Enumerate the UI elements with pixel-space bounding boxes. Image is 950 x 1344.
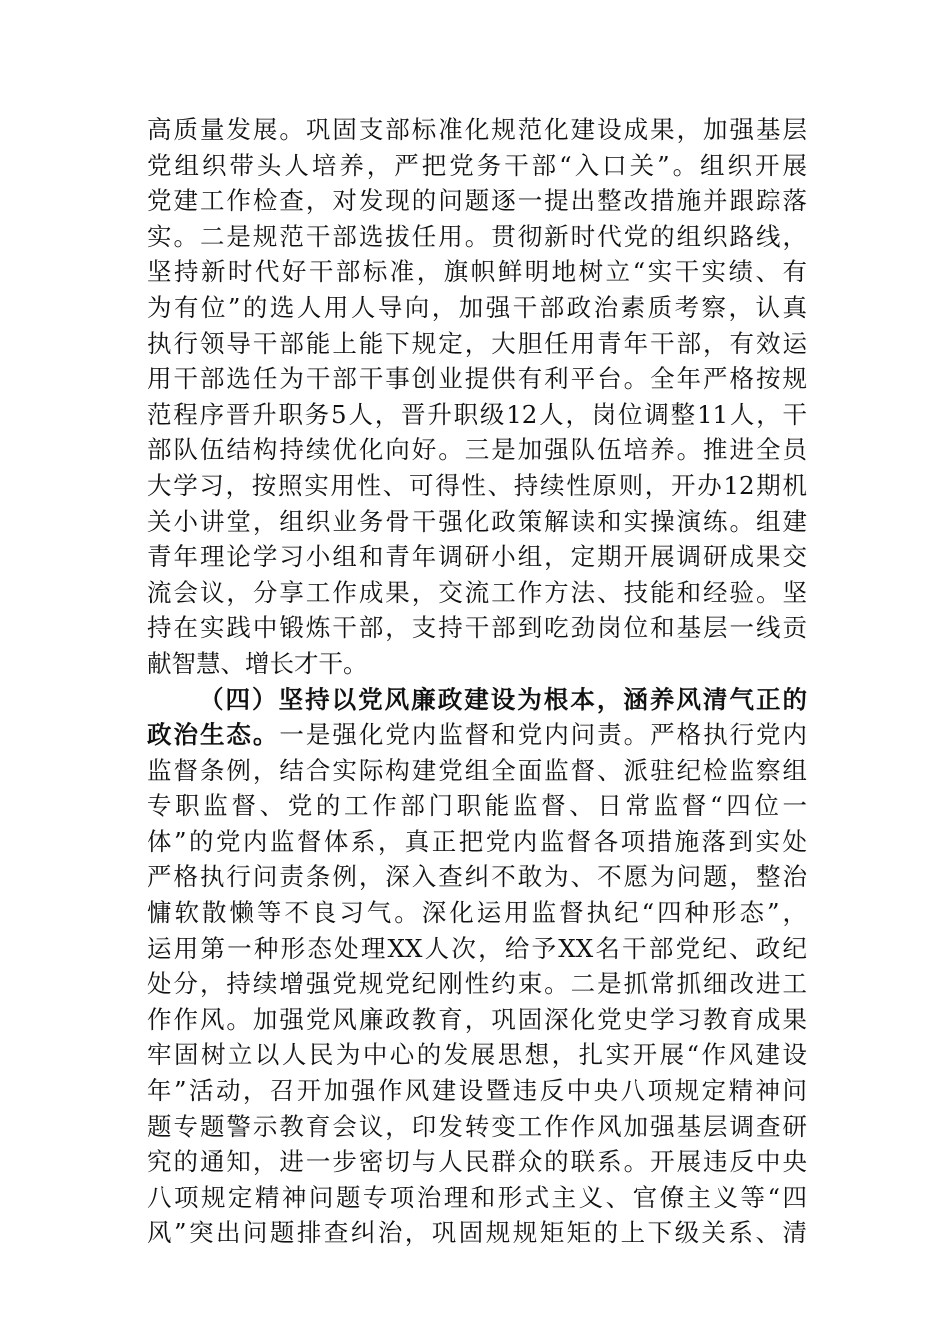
text-line: 实。二是规范干部选拔任用。贯彻新时代党的组织路线， <box>147 221 807 251</box>
section-heading-continuation <box>147 717 807 753</box>
body-text <box>147 112 807 1251</box>
text-line: 体”的党内监督体系，真正把党内监督各项措施落到实处 <box>147 826 807 856</box>
section-heading-end: 政治生态。 <box>147 720 280 750</box>
text-line: 部队伍结构持续优化向好。三是加强队伍培养。推进全员 <box>147 435 807 465</box>
text-line: 献智慧、增长才干。 <box>147 648 368 678</box>
text-line: 严格执行问责条例，深入查纠不敢为、不愿为问题，整治 <box>147 862 807 892</box>
text-line: 范程序晋升职务5人，晋升职级12人，岗位调整11人，干 <box>147 399 807 429</box>
text-line: 党建工作检查，对发现的问题逐一提出整改措施并跟踪落 <box>147 186 807 216</box>
text-line: 大学习，按照实用性、可得性、持续性原则，开办12期机 <box>147 470 807 500</box>
section-heading: （四）坚持以党风廉政建设为根本，涵养风清气正的 <box>199 684 807 714</box>
text-line: 慵软散懒等不良习气。深化运用监督执纪“四种形态”， <box>147 898 807 928</box>
text-line: 处分，持续增强党规党纪刚性约束。二是抓常抓细改进工 <box>147 969 807 999</box>
section-text-start: 一是强化党内监督和党内问责。严格执行党内 <box>279 720 807 750</box>
text-line: 八项规定精神问题专项治理和形式主义、官僚主义等“四 <box>147 1182 807 1212</box>
text-line: 运用第一种形态处理XX人次，给予XX名干部党纪、政纪 <box>147 933 807 963</box>
text-line: 坚持新时代好干部标准，旗帜鲜明地树立“实干实绩、有 <box>147 257 807 287</box>
text-line: 关小讲堂，组织业务骨干强化政策解读和实操演练。组建 <box>147 506 807 536</box>
text-line: 究的通知，进一步密切与人民群众的联系。开展违反中央 <box>147 1147 807 1177</box>
text-line: 风”突出问题排查纠治，巩固规规矩矩的上下级关系、清 <box>147 1218 807 1248</box>
text-line: 流会议，分享工作成果，交流工作方法、技能和经验。坚 <box>147 577 807 607</box>
text-line: 用干部选任为干部干事创业提供有利平台。全年严格按规 <box>147 364 807 394</box>
text-line: 牢固树立以人民为中心的发展思想，扎实开展“作风建设 <box>147 1040 807 1070</box>
text-line: 党组织带头人培养，严把党务干部“入口关”。组织开展 <box>147 150 807 180</box>
text-line: 执行领导干部能上能下规定，大胆任用青年干部，有效运 <box>147 328 807 358</box>
text-line: 高质量发展。巩固支部标准化规范化建设成果，加强基层 <box>147 115 807 144</box>
text-line: 年”活动，召开加强作风建设暨违反中央八项规定精神问 <box>147 1076 807 1106</box>
text-line: 持在实践中锻炼干部，支持干部到吃劲岗位和基层一线贡 <box>147 613 807 643</box>
text-line: 青年理论学习小组和青年调研小组，定期开展调研成果交 <box>147 542 807 572</box>
text-line: 专职监督、党的工作部门职能监督、日常监督“四位一 <box>147 791 807 821</box>
text-line: 监督条例，结合实际构建党组全面监督、派驻纪检监察组 <box>147 755 807 785</box>
text-line: 作作风。加强党风廉政教育，巩固深化党史学习教育成果 <box>147 1004 807 1034</box>
text-line: 题专题警示教育会议，印发转变工作作风加强基层调查研 <box>147 1111 807 1141</box>
text-line: 为有位”的选人用人导向，加强干部政治素质考察，认真 <box>147 292 807 322</box>
